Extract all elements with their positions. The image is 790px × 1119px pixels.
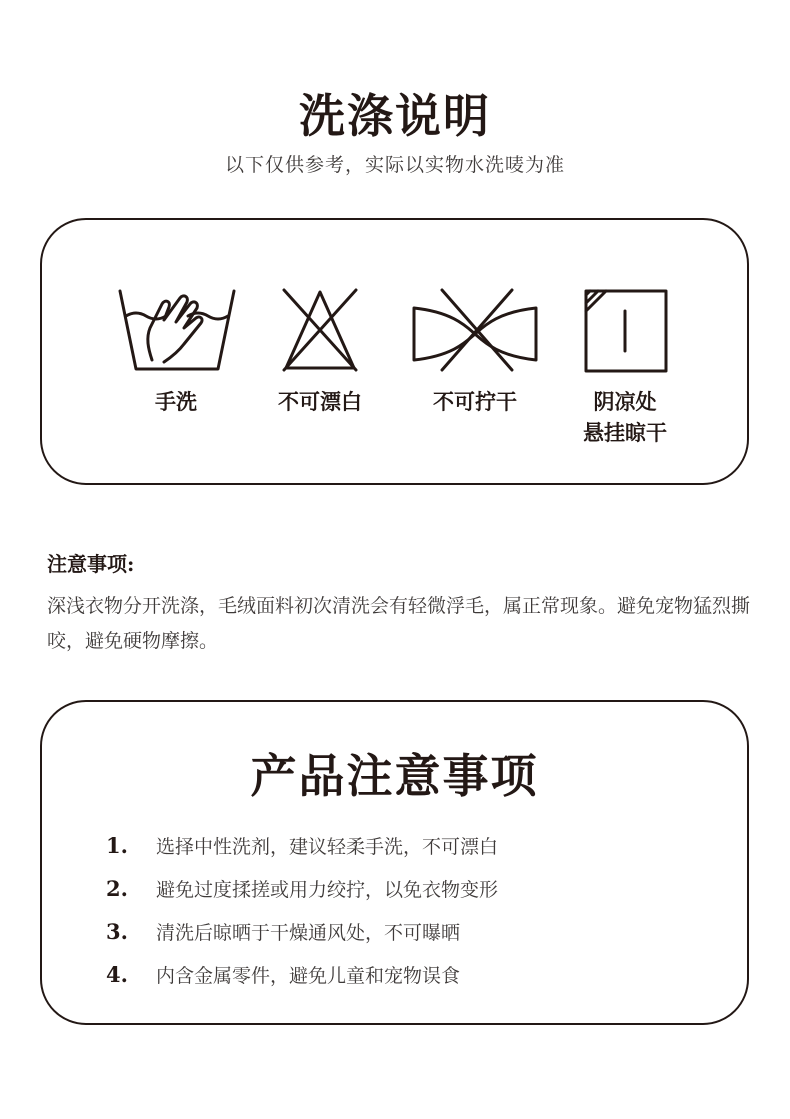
list-item <box>106 867 498 910</box>
list-item <box>106 910 498 953</box>
list-item <box>106 824 498 867</box>
notice-heading: 注意事项: <box>47 552 135 576</box>
product-notes-card <box>40 700 749 1025</box>
item-text: 清洗后晾晒于干燥通风处，不可曝晒 <box>156 922 461 944</box>
no-wring-icon <box>412 288 538 372</box>
shade-dry-label: 阴凉处 悬挂晾干 <box>583 389 667 445</box>
no-wring-label: 不可拧干 <box>433 389 517 414</box>
hand-wash-icon <box>118 288 236 372</box>
item-number: 3. <box>106 919 128 944</box>
item-number: 1. <box>106 833 128 858</box>
item-number: 2. <box>106 876 128 901</box>
no-bleach-icon <box>282 288 358 372</box>
notice-body: 深浅衣物分开洗涤，毛绒面料初次清洗会有轻微浮毛，属正常现象。避免宠物猛烈撕咬，避免硬物摩擦。 <box>47 595 751 652</box>
hand-wash-label: 手洗 <box>155 389 197 414</box>
product-notes-title: 产品注意事项 <box>250 749 539 803</box>
page-subtitle: 以下仅供参考，实际以实物水洗唛为准 <box>224 154 565 176</box>
wash-symbols-card <box>40 218 749 485</box>
no-bleach-label: 不可漂白 <box>278 389 362 414</box>
item-text: 选择中性洗剂，建议轻柔手洗，不可漂白 <box>156 836 499 858</box>
item-number: 4. <box>106 962 128 987</box>
item-text: 内含金属零件，避免儿童和宠物误食 <box>156 965 461 987</box>
page-title: 洗涤说明 <box>299 89 491 143</box>
product-notes-list <box>106 824 498 996</box>
shade-dry-icon <box>584 289 668 373</box>
item-text: 避免过度揉搓或用力绞拧，以免衣物变形 <box>156 879 499 901</box>
list-item <box>106 953 498 996</box>
